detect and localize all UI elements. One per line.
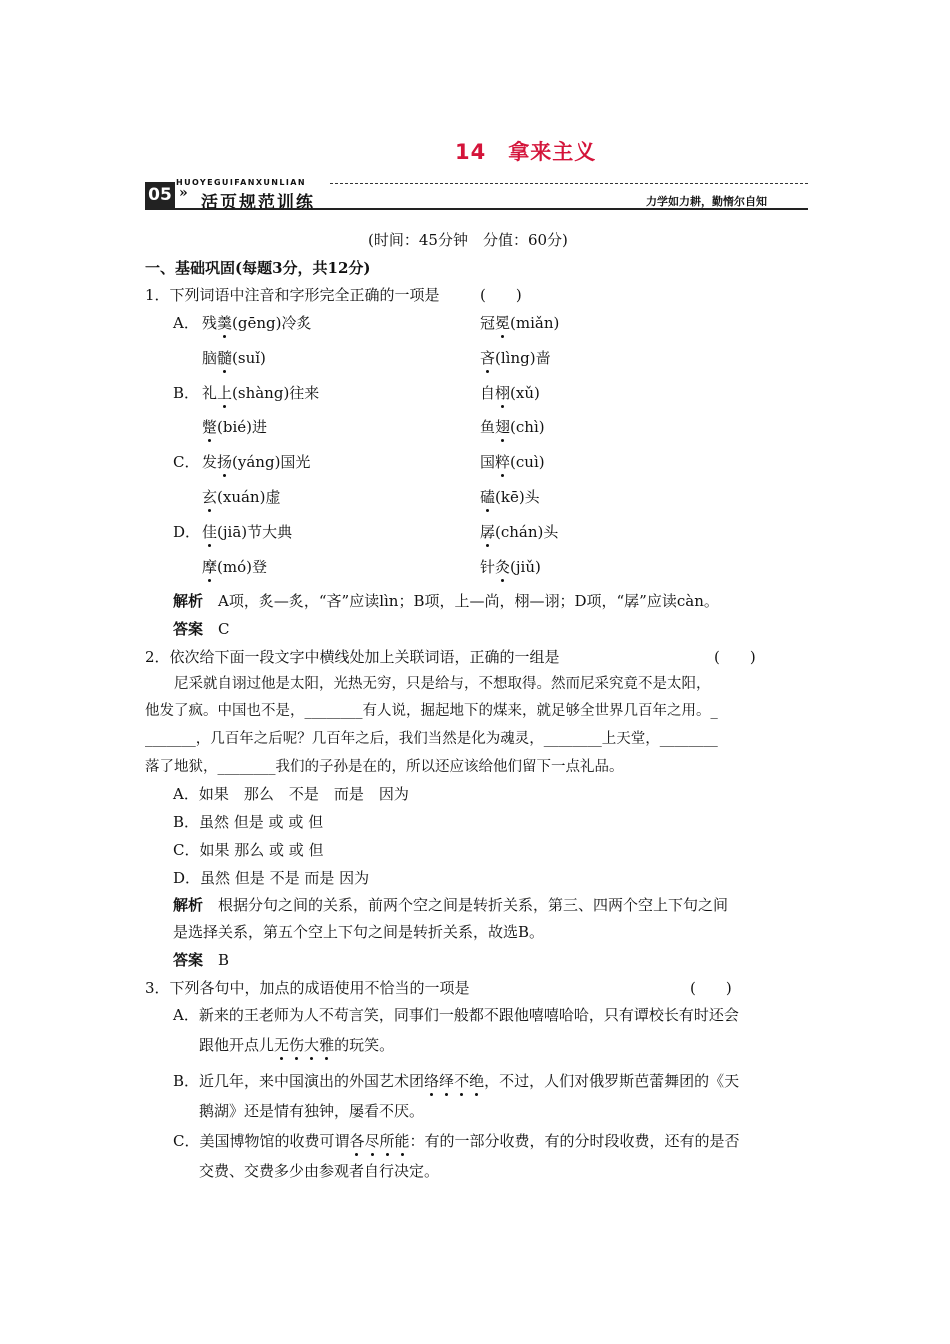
text: B．近几年，来中国演出的外国艺术团 <box>173 1072 425 1090</box>
dotted-char: 摩 <box>202 558 218 576</box>
dotted-char: 尽 <box>364 1132 380 1150</box>
section-title: 活页规范训练 <box>201 193 315 213</box>
text: C．美国博物馆的收费可谓 <box>173 1132 350 1150</box>
q1-word-right <box>480 486 540 507</box>
dotted-char: 无 <box>274 1036 290 1054</box>
dotted-char: 大 <box>304 1036 320 1054</box>
text: (yáng)国光 <box>232 453 311 471</box>
q1-option-label: A． <box>173 314 199 332</box>
q1-word-right <box>480 556 541 577</box>
text: 礼 <box>202 384 218 402</box>
q3-option-a: A．新来的王老师为人不苟言笑，同事们一般都不跟他嘻嘻哈哈，只有谭校长有时还会 <box>173 1006 739 1024</box>
q2-passage-line: 落了地狱，________我们的子孙是在的，所以还应该给他们留下一点礼品。 <box>145 759 624 775</box>
q1-word-left <box>202 486 280 507</box>
text: (mó)登 <box>217 558 267 576</box>
q1-word-left <box>202 416 267 437</box>
dotted-char: 髓 <box>217 349 233 367</box>
q2-analysis-cont: 是选择关系，第五个空上下句之间是转折关系，故选B。 <box>173 923 545 941</box>
q1-word-left <box>202 347 266 368</box>
q1-word-left <box>202 451 310 472</box>
q1-answer <box>173 618 230 639</box>
dotted-char: 雅 <box>319 1036 335 1054</box>
dotted-idiom <box>424 1072 484 1090</box>
dotted-char: 羹 <box>217 314 233 332</box>
q2-stem: 2．依次给下面一段文字中横线处加上关联词语，正确的一组是 <box>145 648 560 666</box>
q3-option-b-cont: 鹅湖》还是情有独钟，屡看不厌。 <box>199 1102 425 1120</box>
q3-option-c-cont: 交费、交费多少由参观者自行决定。 <box>199 1162 440 1180</box>
text: (cuì) <box>510 453 545 471</box>
dotted-char: 上 <box>217 384 233 402</box>
q2-option-a: A．如果 那么 不是 而是 因为 <box>173 785 409 803</box>
dotted-char: 栩 <box>495 384 511 402</box>
dotted-char: 绝 <box>469 1072 485 1090</box>
analysis-label: 解析 <box>173 592 204 610</box>
analysis-label: 解析 <box>173 896 204 914</box>
text: (shàng)往来 <box>232 384 320 402</box>
analysis-text: A项，炙—炙，“吝”应读lìn；B项，上—尚，栩—诩；D项，“孱”应读càn。 <box>218 592 719 610</box>
dotted-char: 灸 <box>495 558 511 576</box>
q1-analysis <box>173 590 719 611</box>
q1-word-right <box>480 521 558 542</box>
text: (chì) <box>510 418 545 436</box>
time-score-info: (时间：45分钟 分值：60分) <box>368 231 568 249</box>
q3-answer-paren: ( ) <box>690 979 732 997</box>
text: 发 <box>202 453 218 471</box>
text: (lìng)啬 <box>495 349 551 367</box>
dotted-idiom <box>349 1132 409 1150</box>
text: (miǎn) <box>510 314 560 332</box>
text: (jiǔ) <box>510 558 541 576</box>
q1-word-left <box>202 382 319 403</box>
q1-word-left <box>202 521 292 542</box>
q1-answer-paren: ( ) <box>480 286 522 304</box>
q3-option-a-cont <box>199 1034 394 1055</box>
dotted-char: 能 <box>394 1132 410 1150</box>
dotted-char: 所 <box>379 1132 395 1150</box>
q2-option-d: D．虽然 但是 不是 而是 因为 <box>173 869 370 887</box>
q1-word-right <box>480 416 545 437</box>
header-dashed-rule <box>330 183 808 184</box>
dotted-char: 佳 <box>202 523 218 541</box>
chevron-icon: » <box>179 185 188 201</box>
q2-passage-line: 他发了疯。中国也不是，________有人说，掘起地下的煤来，就足够全世界几百年之用。_ <box>145 703 718 719</box>
q3-option-b <box>173 1070 739 1091</box>
text: 脑 <box>202 349 218 367</box>
section-number-badge: 05 <box>145 182 175 208</box>
q2-option-b: B．虽然 但是 或 或 但 <box>173 813 324 831</box>
dotted-char: 翅 <box>495 418 511 436</box>
q3-option-c <box>173 1130 740 1151</box>
q1-word-right <box>480 451 545 472</box>
header-rule <box>145 208 808 210</box>
dotted-char: 蹩 <box>202 418 218 436</box>
dotted-char: 不 <box>454 1072 470 1090</box>
dotted-char: 各 <box>349 1132 365 1150</box>
text: (chán)头 <box>495 523 559 541</box>
q1-word-right <box>480 347 551 368</box>
q2-passage-line: _______，几百年之后呢？几百年之后，我们当然是化为魂灵，________上天堂，________ <box>145 731 718 747</box>
dotted-char: 磕 <box>480 488 496 506</box>
text: (gēng)冷炙 <box>232 314 312 332</box>
dotted-char: 玄 <box>202 488 218 506</box>
q1-option-label: B． <box>173 384 200 402</box>
text: (suǐ) <box>232 349 266 367</box>
answer-value: B <box>218 951 230 969</box>
text: (xǔ) <box>510 384 540 402</box>
text: (jiā)节大典 <box>217 523 293 541</box>
q2-answer-paren: ( ) <box>714 648 756 666</box>
dotted-char: 吝 <box>480 349 496 367</box>
text: 自 <box>480 384 496 402</box>
text: ：有的一部分收费，有的分时段收费，还有的是否 <box>409 1132 740 1150</box>
dotted-char: 络 <box>424 1072 440 1090</box>
answer-label: 答案 <box>173 951 204 969</box>
answer-label: 答案 <box>173 620 204 638</box>
text: 跟他开点儿 <box>199 1036 275 1054</box>
dotted-char: 孱 <box>480 523 496 541</box>
q1-stem: 1．下列词语中注音和字形完全正确的一项是 <box>145 286 440 304</box>
q2-answer <box>173 949 229 970</box>
text: (xuán)虚 <box>217 488 281 506</box>
text: (kē)头 <box>495 488 540 506</box>
dotted-char: 伤 <box>289 1036 305 1054</box>
dotted-char: 粹 <box>495 453 511 471</box>
q2-passage-line: 尼采就自诩过他是太阳，光热无穷，只是给与，不想取得。然而尼采究竟不是太阳， <box>145 676 711 692</box>
text: 的玩笑。 <box>334 1036 395 1054</box>
text: ，不过，人们对俄罗斯芭蕾舞团的《天 <box>484 1072 740 1090</box>
q1-option-label: C． <box>173 453 200 471</box>
text: 鱼 <box>480 418 496 436</box>
part-heading: 一、基础巩固(每题3分，共12分) <box>145 259 371 277</box>
text: (bié)进 <box>217 418 267 436</box>
answer-value: C <box>218 620 230 638</box>
q1-word-left <box>202 312 311 333</box>
dotted-char: 扬 <box>217 453 233 471</box>
text: 残 <box>202 314 218 332</box>
analysis-text: 根据分句之间的关系，前两个空之间是转折关系，第三、四两个空上下句之间 <box>218 896 729 914</box>
text: 国 <box>480 453 496 471</box>
q1-word-left <box>202 556 267 577</box>
q2-analysis <box>173 894 728 915</box>
lesson-title: 14 拿来主义 <box>455 140 597 164</box>
dotted-idiom <box>274 1036 334 1054</box>
q1-option-label: D． <box>173 523 201 541</box>
text: 针 <box>480 558 496 576</box>
q3-stem: 3．下列各句中，加点的成语使用不恰当的一项是 <box>145 979 470 997</box>
section-pinyin: HUOYEGUIFANXUNLIAN <box>176 178 306 187</box>
text: 冠 <box>480 314 496 332</box>
dotted-char: 冕 <box>495 314 511 332</box>
motto: 力学如力耕，勤惰尔自知 <box>646 195 767 208</box>
q2-option-c: C．如果 那么 或 或 但 <box>173 841 324 859</box>
q1-word-right <box>480 312 559 333</box>
q1-word-right <box>480 382 540 403</box>
dotted-char: 绎 <box>439 1072 455 1090</box>
